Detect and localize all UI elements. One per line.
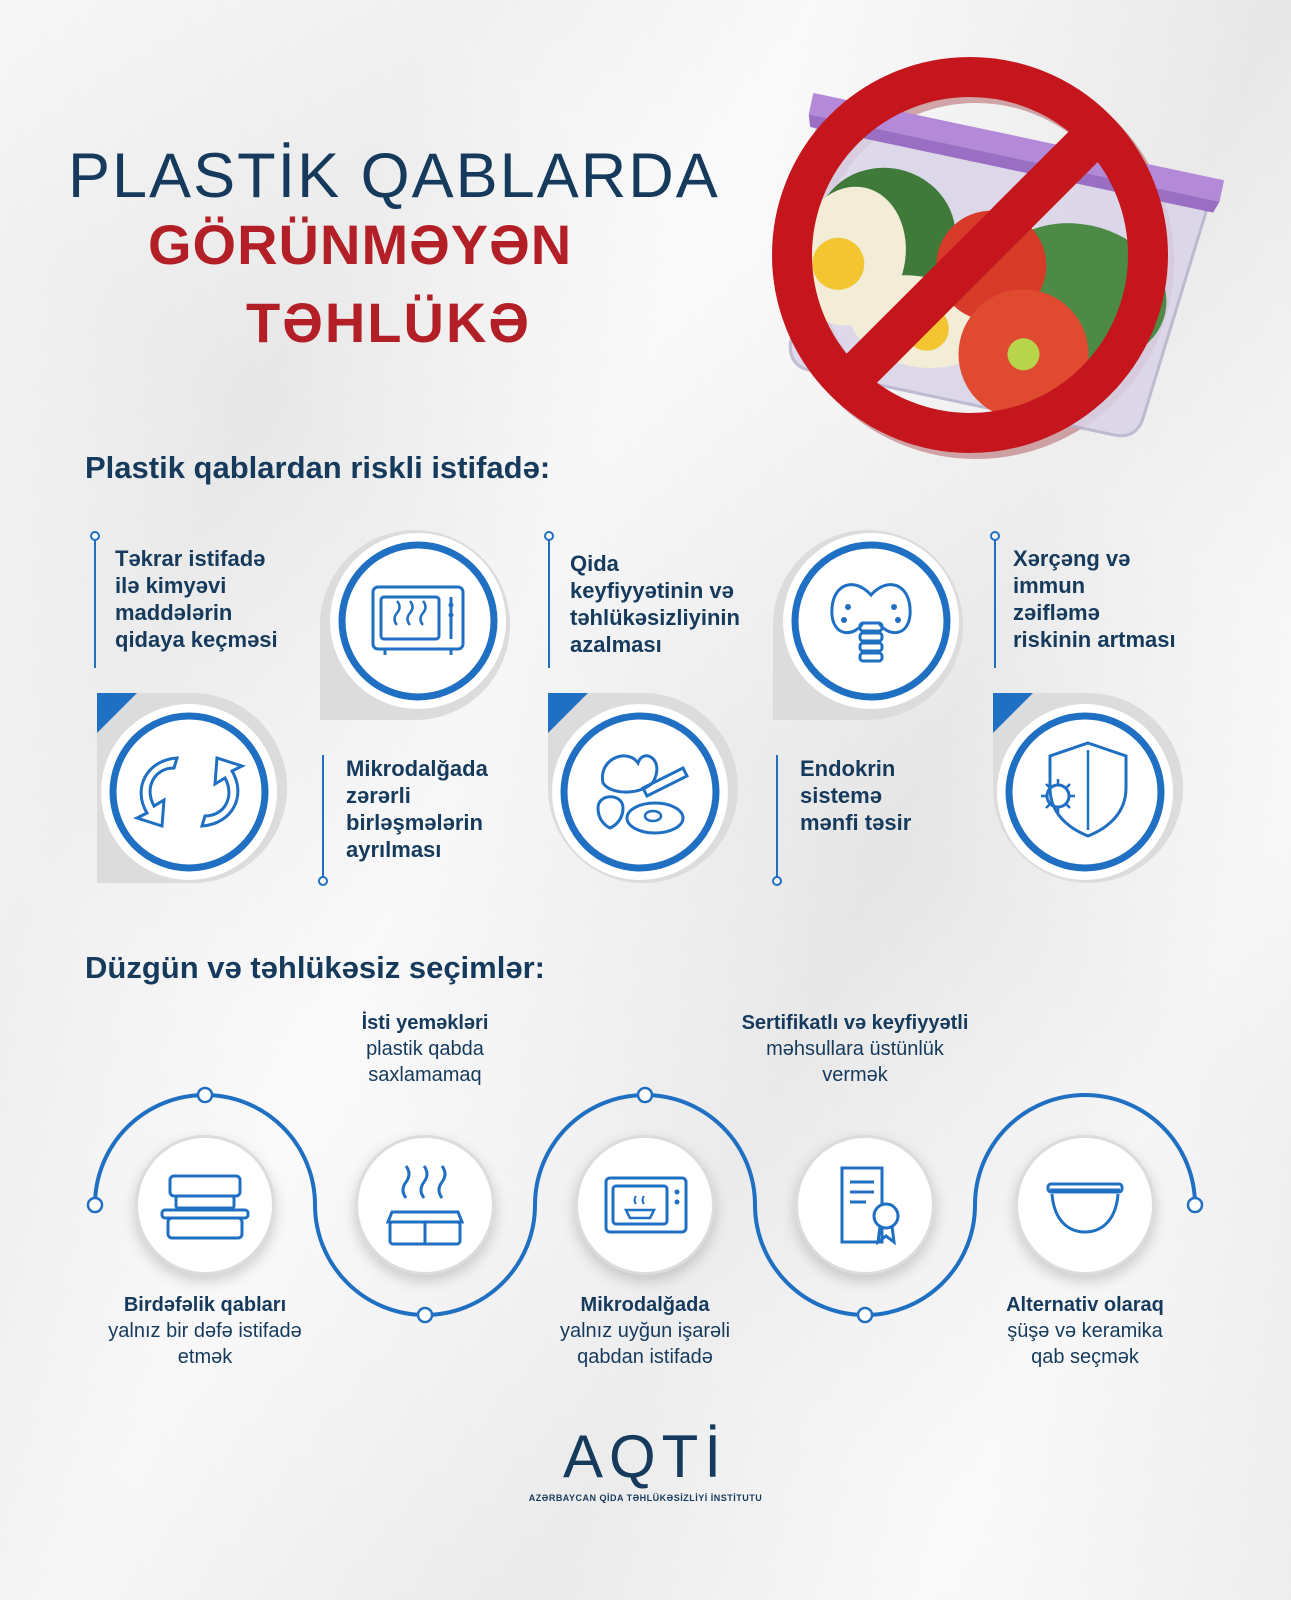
risk-line: Endokrin [800,756,896,781]
glass-bowl-icon [1018,1138,1152,1272]
choice-4-caption [690,1010,1020,1088]
risk-line: Mikrodalğada [346,756,488,781]
caption-bold: Birdəfəlik qabları [123,1294,287,1316]
risk-line: Təkrar istifadə [115,546,266,571]
risk-line: qidaya keçməsi [115,627,278,652]
microwave-icon [315,525,515,725]
choice-5-medallion [1015,1135,1155,1275]
risk-line: Xərçəng və [1013,546,1131,571]
choice-2-caption [290,1010,560,1088]
choice-2-medallion [355,1135,495,1275]
logo-text: AQTİ [562,1423,727,1490]
risk-line: zərərli [346,783,411,808]
risk-line: sistemə [800,783,882,808]
risk-item-3-text [570,550,740,658]
caption-line: qabdan istifadə [577,1346,713,1368]
title-line-1: PLASTİK QABLARDA [68,141,720,211]
risk-line: maddələrin [115,600,233,625]
risks-heading: Plastik qablardan riskli istifadə: [85,450,551,485]
risk-line: ayrılması [346,837,442,862]
connector-dot [772,876,782,886]
risk-item-4-text [800,755,911,836]
connector-line [322,755,324,880]
virus-shield-icon [988,688,1188,888]
caption-bold: Alternativ olaraq [1006,1294,1164,1316]
risk-line: immun [1013,573,1086,598]
caption-line: qab seçmək [1031,1346,1139,1368]
connector-line [94,538,96,668]
aqti-logo [530,1425,760,1489]
risk-line: keyfiyyətinin və [570,578,734,603]
title-line-3: TƏHLÜKƏ [246,291,532,354]
choice-1-caption [70,1292,340,1370]
choice-1-medallion [135,1135,275,1275]
risk-line: Qida [570,551,619,576]
caption-line: yalnız uyğun işarəli [559,1320,731,1342]
risk-item-2-text [346,755,488,863]
caption-line: şüşə və keramika [1007,1320,1163,1342]
choice-3-caption [510,1292,780,1370]
risk-line: azalması [570,632,662,657]
title-line-2: GÖRÜNMƏYƏN [148,213,573,276]
risk-line: riskinin artması [1013,627,1176,652]
org-name: AZƏRBAYCAN QİDA TƏHLÜKƏSİZLİYİ İNSTİTUTU [528,1493,763,1503]
choice-3-medallion [575,1135,715,1275]
thyroid-icon [768,525,968,725]
food-icon [543,688,743,888]
no-plastic-container-icon [745,55,1225,465]
connector-line [548,538,550,668]
connector-line [994,538,996,668]
risk-line: birləşmələrin [346,810,483,835]
caption-bold: Mikrodalğada [580,1294,710,1316]
risk-item-1-text [115,545,278,653]
choice-4-medallion [795,1135,935,1275]
connector-dot [90,531,100,541]
choices-heading: Düzgün və təhlükəsiz seçimlər: [85,950,545,985]
caption-bold: Sertifikatlı və keyfiyyətli [741,1012,969,1034]
food-containers-icon [138,1138,272,1272]
connector-dot [318,876,328,886]
risk-line: ilə kimyəvi [115,573,227,598]
hot-takeaway-box-icon [358,1138,492,1272]
risk-item-5-text [1013,545,1176,653]
risk-line: təhlükəsizliyinin [570,605,740,630]
risk-line: mənfi təsir [800,810,912,835]
risk-line: zəifləmə [1013,600,1100,625]
microwave-icon [578,1138,712,1272]
recycle-arrows-icon [92,688,292,888]
caption-line: plastik qabda [366,1038,484,1060]
connector-line [776,755,778,880]
caption-line: vermək [822,1064,888,1086]
caption-line: yalnız bir dəfə istifadə [108,1320,302,1342]
connector-dot [990,531,1000,541]
connector-dot [544,531,554,541]
choice-5-caption [950,1292,1220,1370]
caption-line: məhsullara üstünlük [766,1038,944,1060]
caption-line: saxlamamaq [368,1064,482,1086]
certificate-icon [798,1138,932,1272]
caption-line: etmək [177,1346,233,1368]
caption-bold: İsti yeməkləri [361,1012,489,1034]
